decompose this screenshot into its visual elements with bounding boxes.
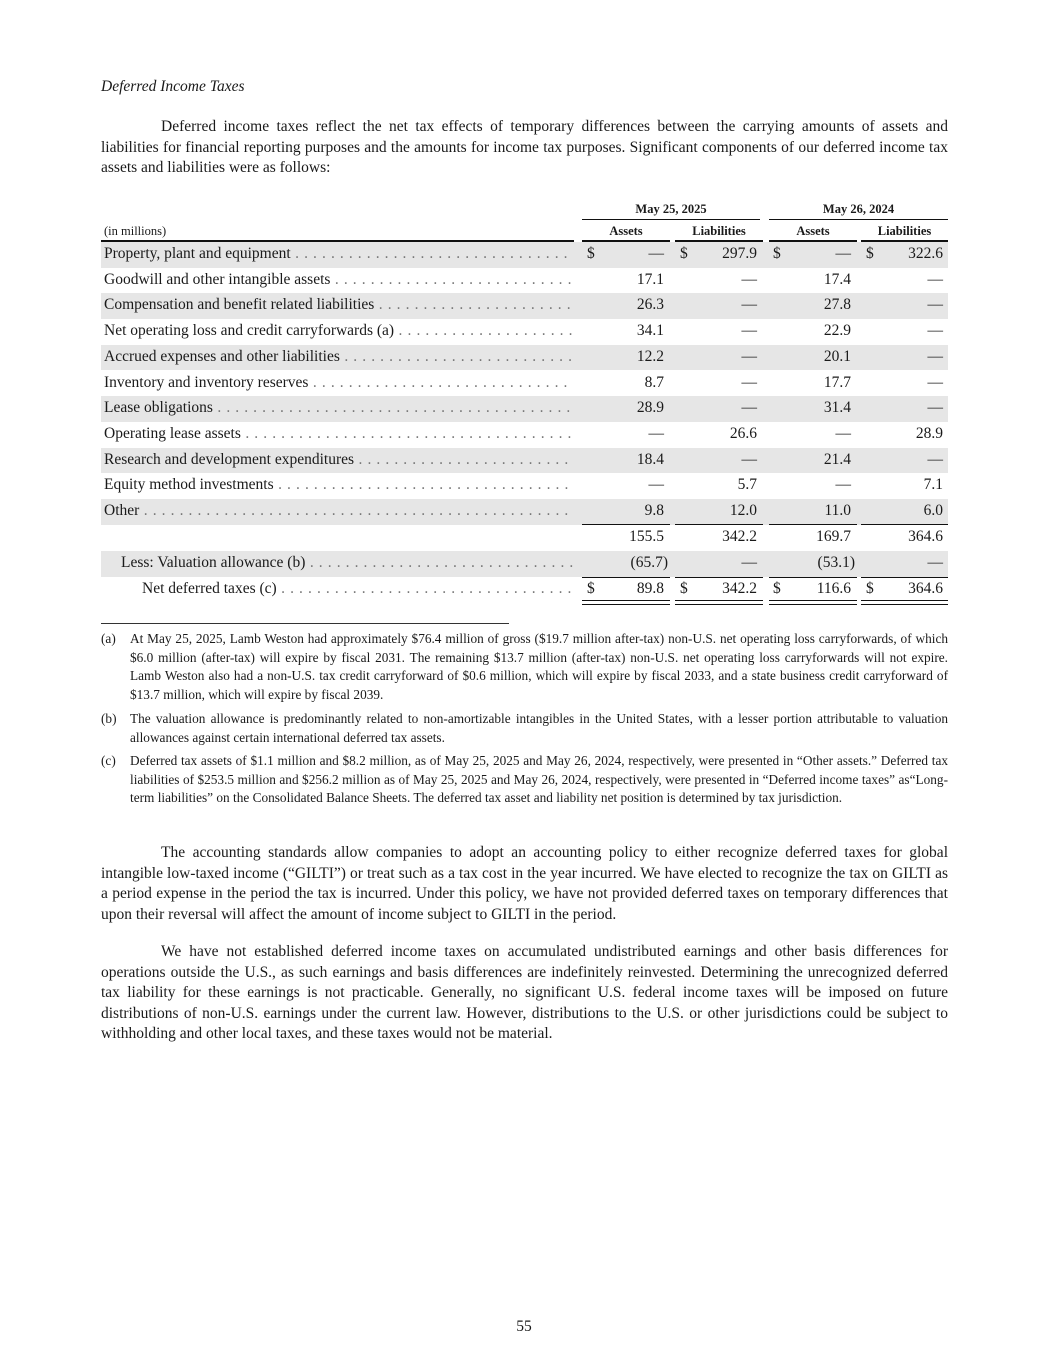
cell-assets-2025: 28.9: [636, 399, 664, 417]
row-label: Net operating loss and credit carryforwards (a) . . .: [104, 322, 573, 340]
table-row: [101, 268, 948, 294]
subtotal-assets-2025: 155.5: [629, 528, 664, 545]
currency-symbol: $: [587, 245, 595, 262]
cell-assets-2025: —: [648, 476, 664, 494]
cell-liabilities-2025: —: [741, 270, 757, 288]
cell-assets-2025: 17.1: [636, 270, 664, 288]
table-row: [101, 371, 948, 397]
period-underline: [582, 219, 760, 220]
table-row: [101, 345, 948, 371]
cell-liabilities-2025: —: [741, 296, 757, 314]
net-liabilities-2024: 364.6: [908, 580, 943, 597]
row-label: Operating lease assets . . .: [104, 425, 573, 443]
col-header-liabilities-2024: Liabilities: [877, 224, 932, 238]
cell-liabilities-2024: —: [927, 450, 943, 468]
footnote-text: The valuation allowance is predominantly related to non-amortizable intangibles in the United States, with a lesser portion attributable to valuation allowances against certain international deferred tax assets.: [130, 711, 948, 745]
table-row: [101, 473, 948, 499]
cell-assets-2025: —: [648, 245, 664, 262]
subtotal-rule: [769, 524, 857, 525]
cell-assets-2024: 17.7: [823, 373, 851, 391]
row-label: Net deferred taxes (c) . . .: [142, 580, 573, 598]
units-label: (in millions): [104, 224, 167, 238]
currency-symbol: $: [680, 245, 688, 262]
cell-assets-2024: 22.9: [823, 322, 851, 340]
valuation-assets-2024: (53.1): [817, 554, 855, 571]
subtotal-rule: [675, 524, 763, 525]
cell-liabilities-2024: —: [927, 347, 943, 365]
subtotal-assets-2024: 169.7: [816, 528, 851, 545]
net-assets-2024: 116.6: [816, 580, 851, 597]
gilti-paragraph: [101, 843, 948, 925]
cell-liabilities-2024: —: [927, 373, 943, 391]
footnote-b: [101, 710, 948, 747]
footnote-mark: (c): [101, 753, 116, 768]
footnote-mark: (b): [101, 711, 117, 726]
row-label: Lease obligations . . .: [104, 399, 573, 417]
undistributed-earnings-paragraph: [101, 942, 948, 1045]
currency-symbol: $: [866, 580, 874, 597]
row-label: Other . . .: [104, 502, 573, 520]
cell-assets-2024: —: [835, 476, 851, 494]
cell-liabilities-2025: 12.0: [729, 502, 757, 519]
gilti-paragraph-text: The accounting standards allow companies to adopt an accounting policy to either recognize deferred taxes for global intangible low-taxed income (“GILTI”) or treat such as a tax cost in the year incurred. We have elected to recognize the tax on GILTI as a period expense in the period the tax is incurred. Under this policy, we have not provided deferred taxes on temporary differences that upon their reversal will affect the amount of income subject to GILTI in the period.: [101, 844, 948, 923]
currency-symbol: $: [773, 580, 781, 597]
row-label: Less: Valuation allowance (b) . . .: [121, 554, 573, 572]
valuation-liabilities-2024: —: [927, 554, 943, 571]
page-number: 55: [516, 1318, 532, 1335]
row-label: Goodwill and other intangible assets . . .: [104, 271, 573, 289]
currency-symbol: $: [680, 580, 688, 597]
subtotal-rule: [861, 524, 948, 525]
cell-assets-2024: —: [835, 424, 851, 442]
cell-liabilities-2024: 7.1: [923, 476, 943, 494]
cell-liabilities-2024: 28.9: [915, 424, 943, 442]
total-double-rule: [769, 600, 857, 605]
cell-assets-2025: 12.2: [636, 347, 664, 365]
total-double-rule: [675, 600, 763, 605]
cell-assets-2024: 20.1: [823, 347, 851, 365]
subtotal-row: [101, 525, 948, 551]
cell-liabilities-2025: —: [741, 373, 757, 391]
row-label: Inventory and inventory reserves . . .: [104, 374, 573, 392]
valuation-allowance-row: [101, 551, 948, 577]
footnote-mark: (a): [101, 631, 116, 646]
cell-liabilities-2024: —: [927, 270, 943, 288]
cell-liabilities-2025: —: [741, 322, 757, 340]
subtotal-rule: [582, 524, 670, 525]
currency-symbol: $: [587, 580, 595, 597]
table-row: [101, 448, 948, 474]
table-row: [101, 422, 948, 448]
footnote-a: [101, 630, 948, 705]
row-label: Research and development expenditures . . .: [104, 451, 573, 469]
cell-liabilities-2025: 26.6: [729, 424, 757, 442]
cell-liabilities-2024: 6.0: [923, 502, 943, 519]
valuation-assets-2025: (65.7): [630, 554, 668, 571]
row-label: Accrued expenses and other liabilities . . .: [104, 348, 573, 366]
net-liabilities-2025: 342.2: [722, 580, 757, 597]
row-label: Equity method investments . . .: [104, 476, 573, 494]
subtotal-liabilities-2024: 364.6: [908, 528, 943, 545]
cell-assets-2024: 17.4: [823, 270, 851, 288]
cell-liabilities-2025: —: [741, 347, 757, 365]
period-header-2024: May 26, 2024: [822, 202, 895, 216]
table-row: [101, 242, 948, 268]
intro-paragraph: [101, 117, 948, 179]
cell-assets-2025: 18.4: [636, 450, 664, 468]
valuation-liabilities-2025: —: [741, 554, 757, 571]
cell-assets-2025: —: [648, 424, 664, 442]
col-header-assets-2025: Assets: [609, 224, 643, 238]
net-deferred-taxes-row: [101, 577, 948, 603]
cell-liabilities-2025: 5.7: [737, 476, 757, 494]
row-label: Property, plant and equipment . . .: [104, 245, 573, 263]
total-double-rule: [582, 600, 670, 605]
cell-liabilities-2024: —: [927, 399, 943, 417]
col-header-assets-2024: Assets: [796, 224, 830, 238]
col-header-liabilities-2025: Liabilities: [692, 224, 746, 238]
cell-liabilities-2024: 322.6: [908, 245, 943, 262]
cell-assets-2025: 26.3: [636, 296, 664, 314]
cell-liabilities-2024: —: [927, 296, 943, 314]
cell-assets-2024: 31.4: [823, 399, 851, 417]
subtotal-liabilities-2025: 342.2: [722, 528, 757, 545]
cell-assets-2025: 9.8: [644, 502, 664, 519]
footnote-text: Deferred tax assets of $1.1 million and $8.2 million, as of May 25, 2025 and May 26, 2024, respectively, were presented in “Other assets.” Deferred tax liabilities of $253.5 million and $256.2 million as of May 25, 2025 and May 26, 2024, respectively, were presented in “Deferred income taxes” as“Long-term liabilities” on the Consolidated Balance Sheets. The deferred tax asset and liability net position is determined by tax jurisdiction.: [130, 753, 948, 806]
total-double-rule: [861, 600, 948, 605]
cell-assets-2024: —: [835, 245, 851, 262]
intro-paragraph-text: Deferred income taxes reflect the net tax effects of temporary differences between the carrying amounts of assets and liabilities for financial reporting purposes and the amounts for income tax purposes. Significant components of our deferred income tax assets and liabilities were as follows:: [101, 118, 948, 177]
net-assets-2025: 89.8: [636, 580, 664, 597]
footnote-text: At May 25, 2025, Lamb Weston had approximately $76.4 million of gross ($19.7 million after-tax) non-U.S. net operating loss carryforwards, of which $6.0 million (after-tax) will expire by fiscal 2031. The remaining $13.7 million (after-tax) non-U.S. net operating loss carryforwards will not expire. Lamb Weston also had a non-U.S. tax credit carryforward of $0.6 million, which will expire by fiscal 2033, and a state business credit carryforward of $13.7 million, which will expire by fiscal 2039.: [130, 631, 948, 703]
row-label: Compensation and benefit related liabilities . . .: [104, 296, 573, 314]
table-row: [101, 499, 948, 525]
cell-assets-2025: 34.1: [636, 322, 664, 340]
period-header-2025: May 25, 2025: [635, 202, 707, 216]
cell-assets-2024: 27.8: [823, 296, 851, 314]
cell-liabilities-2025: —: [741, 450, 757, 468]
table-row: [101, 293, 948, 319]
cell-liabilities-2024: —: [927, 322, 943, 340]
table-row: [101, 396, 948, 422]
currency-symbol: $: [773, 245, 781, 262]
undistributed-paragraph-text: We have not established deferred income taxes on accumulated undistributed earnings and other basis differences for operations outside the U.S., as such earnings and basis differences are indefinitely reinvested. Determining the unrecognized deferred tax liability for these earnings is not practicable. Generally, no significant U.S. federal income taxes will be imposed on future distributions of non-U.S. earnings under the current law. However, distributions to the U.S. or other jurisdictions could be subject to withholding and other local taxes, and these taxes would not be material.: [101, 943, 948, 1043]
currency-symbol: $: [866, 245, 874, 262]
footnote-separator: [101, 623, 509, 624]
cell-liabilities-2025: —: [741, 399, 757, 417]
footnote-c: [101, 752, 948, 808]
cell-assets-2024: 21.4: [823, 450, 851, 468]
cell-assets-2024: 11.0: [824, 502, 851, 519]
cell-assets-2025: 8.7: [644, 373, 664, 391]
table-row: [101, 319, 948, 345]
section-title: Deferred Income Taxes: [101, 78, 245, 95]
period-underline: [769, 219, 948, 220]
cell-liabilities-2025: 297.9: [722, 245, 757, 262]
